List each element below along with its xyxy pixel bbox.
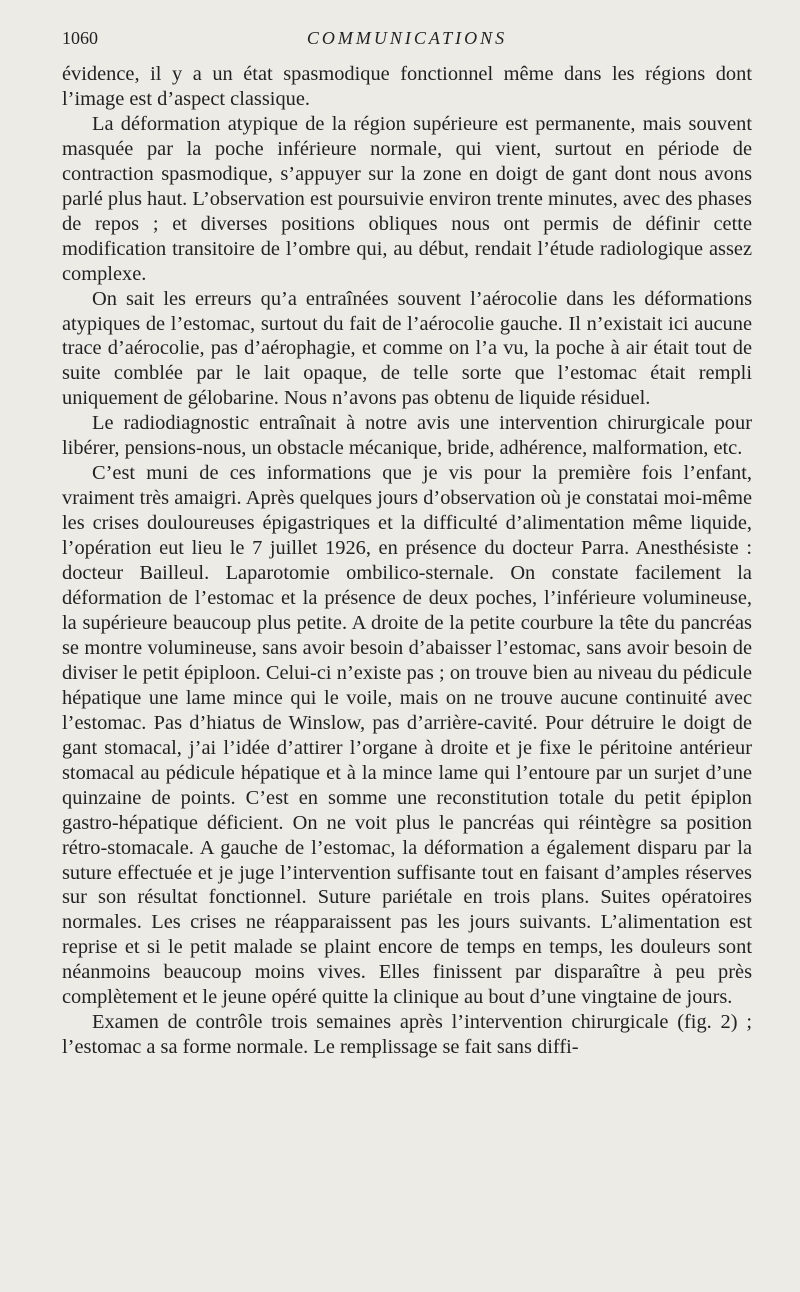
paragraph-4: Le radiodiagnostic entraînait à notre avis une intervention chirurgicale pour libérer, pensions-nous, un obstacle mécanique, bride, adhérence, malformation, etc.	[62, 412, 752, 460]
article-body	[62, 62, 752, 1060]
paragraph-3: On sait les erreurs qu’a entraînées souvent l’aérocolie dans les déformations atypiques de l’estomac, surtout du fait de l’aérocolie gauche. Il n’existait ici aucune trace d’aérocolie, pas d’aérophagie, et comme on l’a vu, la poche à air était tout de suite comblée par le lait opaque, de telle sorte que l’estomac était rempli uniquement de gélobarine. Nous n’avons pas obtenu de liquide résiduel.	[62, 287, 752, 410]
paragraph-5: C’est muni de ces informations que je vis pour la première fois l’enfant, vraiment très amaigri. Après quelques jours d’observation où je constatai moi-même les crises douloureuses épigastriques et la difficulté d’alimentation même liquide, l’opération eut lieu le 7 juillet 1926, en présence du docteur Parra. Anesthésiste : docteur Bailleul. Laparotomie ombilico-sternale. On constate facilement la déformation de l’estomac et la présence de deux poches, l’inférieure volumineuse, la supérieure beaucoup plus petite. A droite de la petite courbure la tête du pancréas se montre volumineuse, sans avoir besoin d’abaisser l’estomac, sans avoir besoin de diviser le petit épiploon. Celui-ci n’existe pas ; on trouve bien au niveau du pédicule hépatique une lame mince qui le voile, mais on ne trouve aucune continuité avec l’estomac. Pas d’hiatus de Winslow, pas d’arrière-cavité. Pour détruire le doigt de gant stomacal, j’ai l’idée d’attirer l’organe à droite et je fixe le péritoine antérieur stomacal au pédicule hépatique et à la mince lame qui l’entoure par un surjet d’une quinzaine de points. C’est en somme une reconstitution totale du petit épiplon gastro-hépatique déficient. On ne voit plus le pancréas qui réintègre sa position rétro-stomacale. A gauche de l’estomac, la déformation a également disparu par la suture effectuée et je juge l’intervention suffisante tout en faisant d’amples réserves sur son résultat fonctionnel. Suture pariétale en trois plans. Suites opératoires normales. Les crises ne réapparaissent pas les jours suivants. L’alimentation est reprise et si le petit malade se plaint encore de temps en temps, les douleurs sont néanmoins beaucoup moins vives. Elles finissent par disparaître à peu près complètement et le jeune opéré quitte la clinique au bout d’une vingtaine de jours.	[62, 462, 752, 1009]
paragraph-2: La déformation atypique de la région supérieure est permanente, mais souvent masquée par la poche inférieure normale, qui vient, surtout en période de contraction spasmodique, s’appuyer sur la zone en doigt de gant dont nous avons parlé plus haut. L’observation est poursuivie environ trente minutes, avec des phases de repos ; et diverses positions obliques nous ont permis de définir cette modification transitoire de l’ombre qui, au début, rendait l’étude radiologique assez complexe.	[62, 112, 752, 285]
paragraph-6: Examen de contrôle trois semaines après l’intervention chirurgicale (fig. 2) ; l’estomac a sa forme normale. Le remplissage se fait sans diffi-	[62, 1011, 752, 1059]
page-header	[62, 24, 752, 52]
paragraph-1: évidence, il y a un état spasmodique fonctionnel même dans les régions dont l’image est d’aspect classique.	[62, 63, 752, 110]
running-title: COMMUNICATIONS	[306, 28, 508, 48]
page-number: 1060	[62, 28, 98, 48]
